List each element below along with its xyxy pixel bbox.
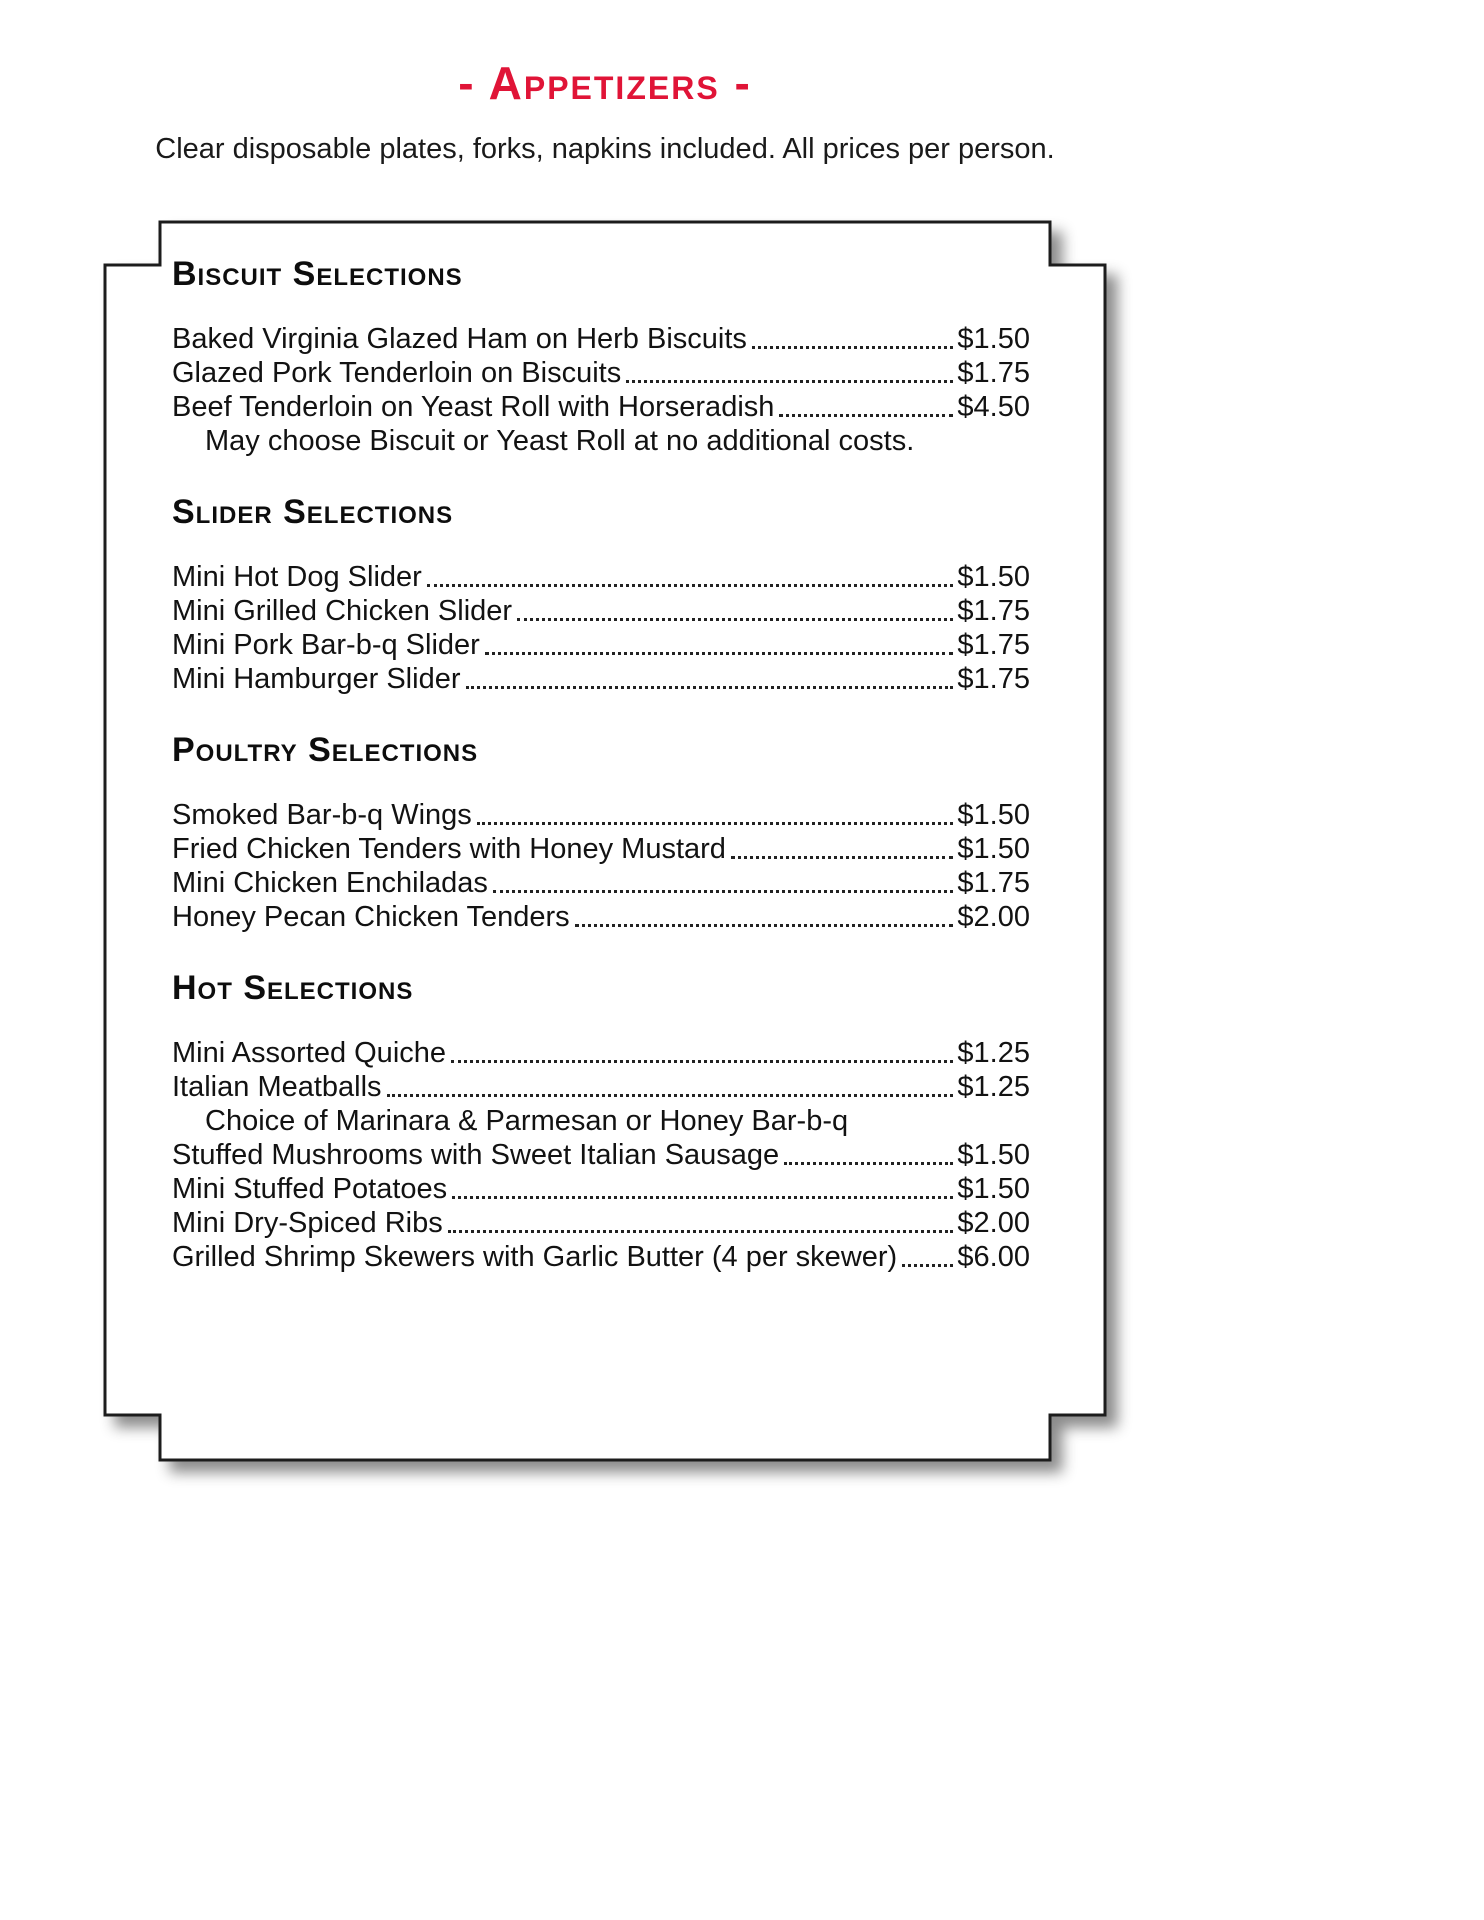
section-items [172, 798, 1030, 934]
menu-item-price: $4.50 [957, 391, 1030, 423]
menu-item [172, 832, 1030, 866]
dot-leader [477, 798, 954, 825]
menu-item [172, 1036, 1030, 1070]
dot-leader [451, 1036, 953, 1063]
menu-item-price: $1.25 [957, 1037, 1030, 1069]
menu-item-price: $1.50 [957, 1173, 1030, 1205]
menu-item [172, 1240, 1030, 1274]
section-items [172, 560, 1030, 696]
dot-leader [485, 628, 954, 655]
menu-item-name: Stuffed Mushrooms with Sweet Italian Sausage [172, 1139, 780, 1171]
menu-item [172, 866, 1030, 900]
menu-item-name: Honey Pecan Chicken Tenders [172, 901, 570, 933]
menu-item-name: Italian Meatballs [172, 1071, 382, 1103]
section-heading: Slider Selections [172, 493, 454, 531]
menu-item-price: $2.00 [957, 901, 1030, 933]
section-heading: Biscuit Selections [172, 255, 463, 293]
menu-sections [172, 256, 1030, 1274]
dot-leader [493, 866, 953, 893]
dot-leader [626, 356, 953, 383]
dot-leader [731, 832, 953, 859]
dot-leader [779, 390, 953, 417]
menu-item-price: $2.00 [957, 1207, 1030, 1239]
section-items [172, 322, 1030, 458]
menu-item [172, 322, 1030, 356]
menu-item-price: $1.50 [957, 1139, 1030, 1171]
menu-item-price: $1.75 [957, 629, 1030, 661]
menu-item-note: Choice of Marinara & Parmesan or Honey Bar-b-q [205, 1105, 849, 1137]
menu-item-name: Fried Chicken Tenders with Honey Mustard [172, 833, 726, 865]
menu-item [172, 798, 1030, 832]
menu-item [172, 1138, 1030, 1172]
dot-leader [517, 594, 953, 621]
dot-leader [752, 322, 954, 349]
menu-item-price: $1.50 [957, 799, 1030, 831]
menu-item-name: Grilled Shrimp Skewers with Garlic Butter (4 per skewer) [172, 1241, 898, 1273]
page-subtitle: Clear disposable plates, forks, napkins included. All prices per person. [155, 133, 1055, 165]
menu-item [172, 628, 1030, 662]
dot-leader [902, 1240, 953, 1267]
menu-item [172, 594, 1030, 628]
menu-item-price: $1.50 [957, 561, 1030, 593]
menu-item-price: $1.75 [957, 595, 1030, 627]
menu-item [172, 662, 1030, 696]
dot-leader [575, 900, 954, 927]
menu-item-name: Mini Hot Dog Slider [172, 561, 422, 593]
page-title: - Appetizers - [458, 57, 752, 109]
menu-content [172, 256, 1030, 1274]
menu-item [172, 560, 1030, 594]
menu-item-name: Mini Grilled Chicken Slider [172, 595, 513, 627]
menu-item-name: Mini Dry-Spiced Ribs [172, 1207, 443, 1239]
section-heading: Hot Selections [172, 969, 414, 1007]
menu-item-price: $1.50 [957, 833, 1030, 865]
menu-item-name: Mini Assorted Quiche [172, 1037, 447, 1069]
menu-item [172, 1206, 1030, 1240]
menu-item [172, 356, 1030, 390]
menu-item-name: Mini Pork Bar-b-q Slider [172, 629, 480, 661]
menu-item-note: May choose Biscuit or Yeast Roll at no additional costs. [205, 425, 915, 457]
dot-leader [387, 1070, 954, 1097]
menu-item-price: $1.75 [957, 663, 1030, 695]
menu-item-price: $1.25 [957, 1071, 1030, 1103]
menu-item-name: Mini Stuffed Potatoes [172, 1173, 448, 1205]
menu-item-name: Mini Chicken Enchiladas [172, 867, 488, 899]
dot-leader [466, 662, 954, 689]
dot-leader [784, 1138, 953, 1165]
menu-item-price: $6.00 [957, 1241, 1030, 1273]
menu-item [172, 1070, 1030, 1104]
menu-item-name: Beef Tenderloin on Yeast Roll with Horseradish [172, 391, 775, 423]
section-items [172, 1036, 1030, 1274]
menu-item-name: Mini Hamburger Slider [172, 663, 461, 695]
menu-item [172, 900, 1030, 934]
dot-leader [427, 560, 954, 587]
dot-leader [452, 1172, 953, 1199]
dot-leader [448, 1206, 954, 1233]
menu-item [172, 1172, 1030, 1206]
menu-item-price: $1.50 [957, 323, 1030, 355]
section-heading: Poultry Selections [172, 731, 479, 769]
menu-item-name: Glazed Pork Tenderloin on Biscuits [172, 357, 622, 389]
menu-item-price: $1.75 [957, 867, 1030, 899]
menu-item-price: $1.75 [957, 357, 1030, 389]
menu-item-name: Smoked Bar-b-q Wings [172, 799, 472, 831]
menu-item [172, 390, 1030, 424]
menu-item-name: Baked Virginia Glazed Ham on Herb Biscuits [172, 323, 747, 355]
